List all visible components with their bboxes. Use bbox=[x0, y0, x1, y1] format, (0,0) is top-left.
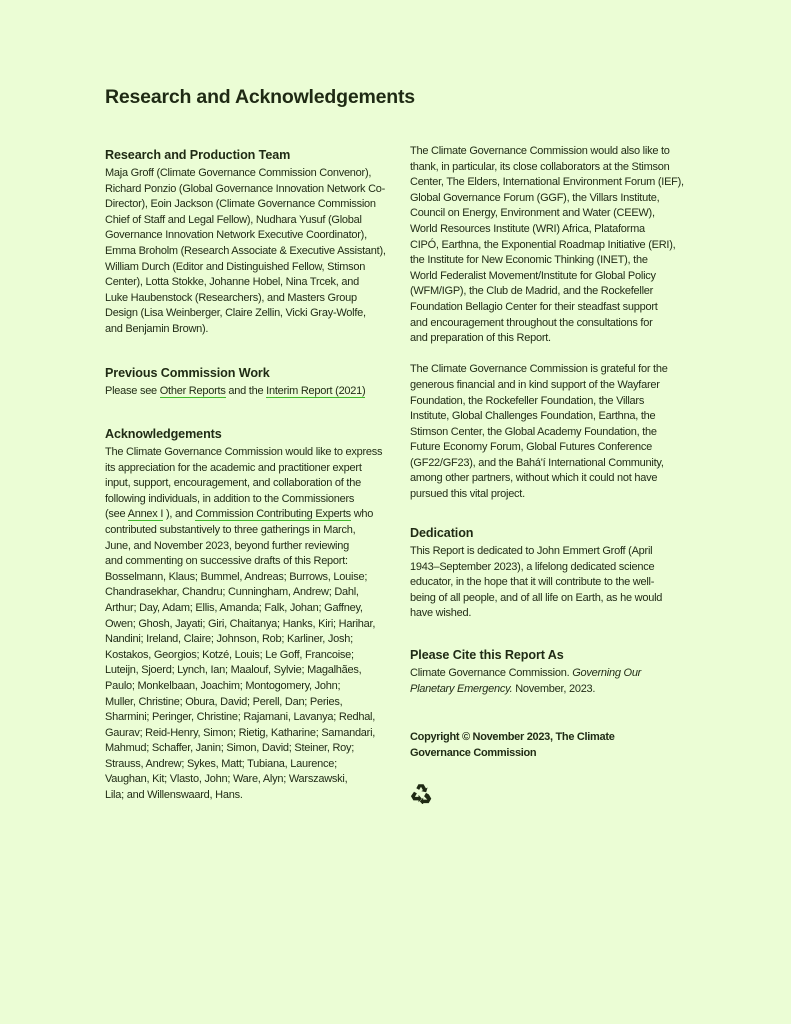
text-line: being of all people, and of all life on Earth, as he would bbox=[410, 591, 663, 604]
text-line: This Report is dedicated to John Emmert Groff (April bbox=[410, 545, 653, 557]
section-heading: Please Cite this Report As bbox=[410, 648, 564, 662]
text-line: Stimson Center, the Global Academy Foundation, the bbox=[410, 425, 657, 438]
text-line: Bosselmann, Klaus; Bummel, Andreas; Burrows, Louise; bbox=[105, 570, 368, 583]
text-line: Luke Haubenstock (Researchers), and Masters Group bbox=[105, 291, 357, 304]
text-line: Governance Innovation Network Executive Coordinator), bbox=[105, 229, 367, 242]
text-line: Center), Lotta Stokke, Johanne Hobel, Nina Trcek, and bbox=[105, 276, 359, 289]
text-line: have wished. bbox=[410, 607, 472, 620]
text-line: Vaughan, Kit; Vlasto, John; Ware, Alyn; Warszawski, bbox=[105, 773, 348, 786]
paragraph bbox=[105, 166, 386, 338]
text-line: World Resources Institute (WRI) Africa, Plataforma bbox=[410, 222, 645, 235]
text-segment: (see bbox=[105, 508, 128, 521]
section-heading: Acknowledgements bbox=[105, 427, 222, 441]
text-line: contributed substantively to three gatherings in March, bbox=[105, 523, 356, 536]
text-line: Foundation Bellagio Center for their steadfast support bbox=[410, 300, 658, 313]
text-line: The Climate Governance Commission would like to express bbox=[105, 446, 383, 458]
text-line bbox=[410, 682, 641, 698]
text-line: Chandrasekhar, Chandru; Cunningham, Andrew; Dahl, bbox=[105, 586, 359, 599]
text-line: educator, in the hope that it will contribute to the well- bbox=[410, 576, 655, 589]
italic-text: Governing Our bbox=[572, 667, 642, 679]
text-segment: ), and bbox=[163, 508, 196, 521]
section-previous-commission-work bbox=[105, 363, 365, 400]
text-line: Arthur; Day, Adam; Ellis, Amanda; Falk, Johan; Gaffney, bbox=[105, 601, 363, 614]
section-research-and-production-team bbox=[105, 145, 386, 338]
text-segment: November, 2023. bbox=[512, 682, 596, 695]
section-dedication bbox=[410, 523, 662, 622]
text-line: (WFM/IGP), the Club de Madrid, and the Rockefeller bbox=[410, 285, 654, 298]
text-line: generous financial and in kind support of the Wayfarer bbox=[410, 378, 660, 391]
link-annex-i[interactable]: Annex I bbox=[127, 508, 164, 521]
text-line: Kostakos, Georgios; Kotzé, Louis; Le Goff, Francoise; bbox=[105, 648, 354, 661]
text-line: and encouragement throughout the consultations for bbox=[410, 316, 653, 329]
paragraph bbox=[410, 362, 684, 502]
page-title: Research and Acknowledgements bbox=[105, 86, 415, 108]
text-line: Design (Lisa Weinberger, Claire Zellin, Vicki Gray-Wolfe, bbox=[105, 307, 366, 320]
paragraph bbox=[410, 144, 684, 347]
paragraph bbox=[410, 544, 662, 622]
text-line: Paulo; Monkelbaan, Joachim; Montogomery, John; bbox=[105, 679, 341, 692]
text-line: June, and November 2023, beyond further reviewing bbox=[105, 539, 349, 552]
text-line: and commenting on successive drafts of this Report: bbox=[105, 555, 348, 568]
text-line: Strauss, Andrew; Sykes, Matt; Tubiana, Laurence; bbox=[105, 757, 337, 770]
link-interim-report-2021[interactable]: Interim Report (2021) bbox=[266, 385, 366, 397]
section-acknowledgements-continued bbox=[410, 144, 684, 503]
text-line: pursued this vital project. bbox=[410, 488, 525, 501]
text-line: 1943–September 2023), a lifelong dedicated science bbox=[410, 560, 655, 573]
text-segment: who bbox=[350, 508, 374, 521]
section-heading: Previous Commission Work bbox=[105, 366, 270, 380]
text-line: Center, The Elders, International Environment Forum (IEF), bbox=[410, 176, 684, 189]
section-acknowledgements bbox=[105, 424, 382, 804]
section-please-cite-this-report-as bbox=[410, 645, 641, 697]
text-line: Nandini; Ireland, Claire; Johnson, Rob; Karliner, Josh; bbox=[105, 633, 353, 646]
text-line bbox=[105, 384, 365, 400]
text-line: among other partners, without which it could not have bbox=[410, 472, 658, 485]
section-heading: Research and Production Team bbox=[105, 148, 291, 162]
text-line bbox=[410, 666, 641, 682]
text-line: Copyright © November 2023, The Climate bbox=[410, 731, 615, 743]
text-line: Owen; Ghosh, Jayati; Giri, Chaitanya; Hanks, Kiri; Harihar, bbox=[105, 617, 376, 630]
text-line: Emma Broholm (Research Associate & Executive Assistant), bbox=[105, 244, 386, 257]
text-line: Mahmud; Schaffer, Janin; Simon, David; Steiner, Roy; bbox=[105, 742, 355, 755]
link-commission-contributing-experts[interactable]: Commission Contributing Experts bbox=[195, 508, 351, 521]
text-line: and preparation of this Report. bbox=[410, 332, 551, 345]
text-line: William Durch (Editor and Distinguished Fellow, Stimson bbox=[105, 260, 366, 273]
recycle-icon bbox=[410, 782, 432, 804]
text-line: Lila; and Willenswaard, Hans. bbox=[105, 789, 243, 802]
text-line: The Climate Governance Commission is grateful for the bbox=[410, 363, 668, 376]
text-line: Maja Groff (Climate Governance Commission Convenor), bbox=[105, 167, 372, 179]
text-line: Muller, Christine; Obura, David; Perell, Dan; Peries, bbox=[105, 695, 343, 708]
text-segment: and the bbox=[225, 385, 267, 397]
text-line: Future Economy Forum, Global Futures Conference bbox=[410, 441, 652, 454]
text-line: Council on Energy, Environment and Water (CEEW), bbox=[410, 207, 655, 220]
text-segment: Climate Governance Commission. bbox=[410, 667, 573, 679]
text-line: CIPÓ, Earthna, the Exponential Roadmap Initiative (ERI), bbox=[410, 238, 676, 251]
text-line: the Institute for New Economic Thinking (INET), the bbox=[410, 254, 648, 267]
text-line: Gaurav; Reid-Henry, Simon; Rietig, Katharine; Samandari, bbox=[105, 726, 376, 739]
text-line bbox=[105, 507, 382, 523]
text-line: Sharmini; Peringer, Christine; Rajamani, Lavanya; Redhal, bbox=[105, 711, 376, 724]
text-line: Foundation, the Rockefeller Foundation, the Villars bbox=[410, 394, 645, 407]
text-line: (GF22/GF23), and the Bahá'í International Community, bbox=[410, 456, 664, 469]
link-other-reports[interactable]: Other Reports bbox=[159, 385, 226, 397]
section-heading: Dedication bbox=[410, 526, 474, 540]
text-line: following individuals, in addition to the Commissioners bbox=[105, 492, 355, 505]
text-line: Chief of Staff and Legal Fellow), Nudhara Yusuf (Global bbox=[105, 213, 362, 226]
text-line: Governance Commission bbox=[410, 746, 537, 759]
text-line: Global Governance Forum (GGF), the Villars Institute, bbox=[410, 191, 660, 204]
text-segment: Please see bbox=[105, 385, 160, 397]
paragraph bbox=[410, 666, 641, 697]
paragraph bbox=[410, 730, 615, 761]
paragraph bbox=[105, 445, 382, 804]
text-line: Institute, Global Challenges Foundation, Earthna, the bbox=[410, 410, 656, 423]
text-line: thank, in particular, its close collaborators at the Stimson bbox=[410, 160, 670, 173]
text-line: Luteijn, Sjoerd; Lynch, Ian; Maalouf, Sylvie; Magalhães, bbox=[105, 664, 362, 677]
text-line: its appreciation for the academic and practitioner expert bbox=[105, 461, 362, 474]
text-line: World Federalist Movement/Institute for Global Policy bbox=[410, 269, 656, 282]
text-line: Director), Eoin Jackson (Climate Governance Commission bbox=[105, 198, 376, 211]
italic-text: Planetary Emergency. bbox=[410, 682, 513, 695]
paragraph bbox=[105, 384, 365, 400]
text-line: and Benjamin Brown). bbox=[105, 322, 209, 335]
text-line: Richard Ponzio (Global Governance Innovation Network Co- bbox=[105, 182, 386, 195]
text-line: The Climate Governance Commission would also like to bbox=[410, 145, 670, 157]
text-line: input, support, encouragement, and collaboration of the bbox=[105, 477, 361, 490]
copyright-notice bbox=[410, 730, 615, 761]
